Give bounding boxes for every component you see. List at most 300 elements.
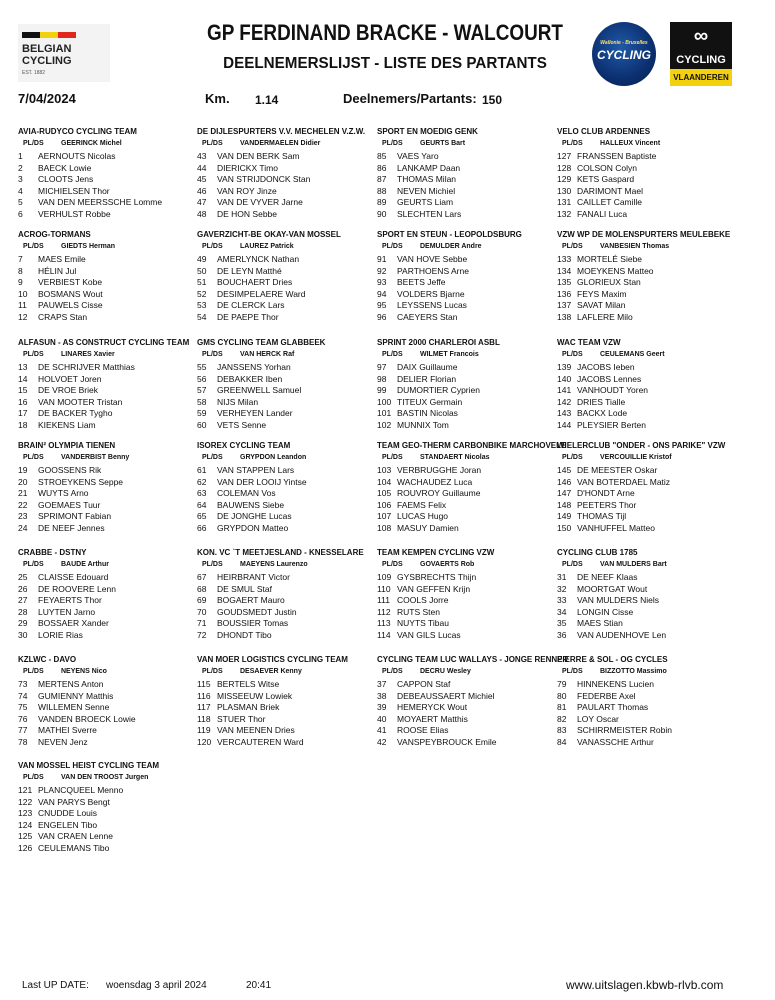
rider-name: MAES Stian xyxy=(577,618,623,629)
rider-name: GOEMAES Tuur xyxy=(38,499,101,510)
rider-name: MASUY Damien xyxy=(397,522,459,533)
rider-name: DIERICKX Timo xyxy=(217,162,278,173)
director-name: VANBESIEN Thomas xyxy=(600,243,670,250)
rider-row xyxy=(377,500,555,512)
rider-row xyxy=(557,300,735,312)
rider-number: 68 xyxy=(197,583,207,594)
rider-number: 19 xyxy=(18,465,28,475)
rider-name: SPRIMONT Fabian xyxy=(38,511,112,522)
rider-number: 72 xyxy=(197,629,207,640)
rider-number: 93 xyxy=(377,277,387,288)
rider-list xyxy=(557,362,735,432)
rider-row xyxy=(557,385,735,397)
team-block xyxy=(197,547,375,642)
team-name: SPORT EN MOEDIG GENK xyxy=(377,127,478,136)
rider-name: MERTENS Anton xyxy=(38,679,104,689)
rider-number: 59 xyxy=(197,408,207,419)
rider-name: HEIRBRANT Victor xyxy=(217,572,290,582)
rider-number: 55 xyxy=(197,362,207,372)
infinity-icon: ∞ xyxy=(670,22,732,51)
rider-list xyxy=(377,465,555,535)
rider-number: 135 xyxy=(557,277,572,288)
logo-text-vlaanderen: VLAANDEREN xyxy=(670,69,732,86)
rider-number: 141 xyxy=(557,385,572,396)
rider-name: DE VROE Briek xyxy=(38,385,98,396)
director-label: PL/DS xyxy=(202,351,223,358)
rider-name: BOUCHAERT Dries xyxy=(217,277,293,288)
rider-name: LAFLERE Milo xyxy=(577,311,633,322)
rider-row xyxy=(18,785,196,797)
rider-name: KETS Gaspard xyxy=(577,174,635,185)
rider-row xyxy=(197,186,375,198)
logo-text-cycling: CYCLING xyxy=(22,55,72,67)
rider-row xyxy=(18,584,196,596)
rider-name: JANSSENS Yorhan xyxy=(217,362,291,372)
team-block xyxy=(377,229,555,324)
rider-name: MOEYKENS Matteo xyxy=(577,265,654,276)
rider-number: 112 xyxy=(377,606,391,617)
rider-number: 105 xyxy=(377,488,392,499)
rider-name: CAPPON Staf xyxy=(397,679,451,689)
logo-text-region: Wallonie - Bruxelles xyxy=(600,40,648,46)
team-director-row xyxy=(18,241,196,252)
rider-number: 28 xyxy=(18,606,28,617)
rider-row xyxy=(377,254,555,266)
team-block xyxy=(197,337,375,432)
rider-name: DE NEEF Klaas xyxy=(577,572,638,582)
rider-name: PAULART Thomas xyxy=(577,702,649,713)
director-label: PL/DS xyxy=(382,243,403,250)
rider-number: 20 xyxy=(18,476,28,487)
rider-name: DE HON Sebbe xyxy=(217,208,277,219)
rider-number: 132 xyxy=(557,208,572,219)
team-director-row xyxy=(377,452,555,463)
rider-number: 1 xyxy=(18,151,23,161)
rider-name: VAN MULDERS Niels xyxy=(577,595,660,606)
rider-number: 147 xyxy=(557,488,572,499)
rider-row xyxy=(377,702,555,714)
director-name: DESAEVER Kenny xyxy=(240,668,302,675)
director-label: PL/DS xyxy=(562,561,583,568)
rider-row xyxy=(197,408,375,420)
director-name: VANDERBIST Benny xyxy=(61,454,130,461)
rider-number: 87 xyxy=(377,174,387,185)
rider-name: LANKAMP Daan xyxy=(397,162,461,173)
footer xyxy=(0,980,775,996)
rider-row xyxy=(377,477,555,489)
rider-row xyxy=(18,630,196,642)
rider-number: 144 xyxy=(557,419,572,430)
rider-row xyxy=(197,488,375,500)
director-label: PL/DS xyxy=(23,454,44,461)
rider-row xyxy=(197,523,375,535)
team-name: TEAM GEO-THERM CARBONBIKE MARCHOVELE xyxy=(377,441,567,450)
rider-name: NEVEN Jenz xyxy=(38,736,88,747)
rider-list xyxy=(197,151,375,221)
belgian-cycling-logo xyxy=(18,24,110,82)
rider-number: 111 xyxy=(377,595,390,606)
team-block xyxy=(18,654,196,749)
team-block xyxy=(197,126,375,221)
rider-name: VAN MEENEN Dries xyxy=(217,725,295,736)
rider-number: 77 xyxy=(18,725,28,736)
team-name: ALFASUN - AS CONSTRUCT CYCLING TEAM xyxy=(18,338,190,347)
director-name: LINARES Xavier xyxy=(61,351,115,358)
rider-number: 11 xyxy=(18,300,27,311)
director-name: GOVAERTS Rob xyxy=(420,561,475,568)
rider-name: VERHULST Robbe xyxy=(38,208,111,219)
team-block xyxy=(18,547,196,642)
rider-list xyxy=(18,679,196,749)
director-name: VERCOUILLIE Kristof xyxy=(600,454,672,461)
rider-number: 76 xyxy=(18,713,28,724)
team-block xyxy=(377,547,555,642)
rider-row xyxy=(18,266,196,278)
rider-row xyxy=(377,163,555,175)
rider-number: 108 xyxy=(377,522,392,533)
rider-name: HOLVOET Joren xyxy=(38,373,102,384)
rider-row xyxy=(18,797,196,809)
participants-value: 150 xyxy=(482,93,503,107)
team-name: SPORT EN STEUN - LEOPOLDSBURG xyxy=(377,230,522,239)
rider-row xyxy=(557,488,735,500)
director-label: PL/DS xyxy=(202,140,223,147)
rider-row xyxy=(197,511,375,523)
team-name: VELO CLUB ARDENNES xyxy=(557,127,651,136)
rider-number: 30 xyxy=(18,629,28,640)
rider-row xyxy=(197,679,375,691)
rider-number: 127 xyxy=(557,151,572,161)
rider-name: LORIE Rias xyxy=(38,629,83,640)
rider-name: DUMORTIER Cyprien xyxy=(397,385,480,396)
rider-name: GUMIENNY Matthis xyxy=(38,690,114,701)
rider-number: 118 xyxy=(197,713,211,724)
rider-number: 35 xyxy=(557,618,567,629)
rider-number: 137 xyxy=(557,300,572,311)
rider-row xyxy=(377,725,555,737)
team-director-row xyxy=(197,138,375,149)
rider-row xyxy=(197,385,375,397)
rider-number: 10 xyxy=(18,288,28,299)
rider-number: 66 xyxy=(197,522,207,533)
rider-number: 91 xyxy=(377,254,387,264)
rider-number: 150 xyxy=(557,522,572,533)
rider-name: VAN AUDENHOVE Len xyxy=(577,629,667,640)
rider-number: 60 xyxy=(197,419,207,430)
team-director-row xyxy=(18,138,196,149)
director-label: PL/DS xyxy=(23,561,44,568)
rider-row xyxy=(18,300,196,312)
rider-name: FEYS Maxim xyxy=(577,288,627,299)
team-director-row xyxy=(197,559,375,570)
rider-number: 39 xyxy=(377,702,387,713)
rider-name: DELIER Florian xyxy=(397,373,457,384)
rider-name: LEYSSENS Lucas xyxy=(397,300,467,311)
rider-row xyxy=(557,420,735,432)
team-name: ISOREX CYCLING TEAM xyxy=(197,441,291,450)
rider-number: 2 xyxy=(18,162,23,173)
rider-number: 140 xyxy=(557,373,572,384)
rider-name: VERHEYEN Lander xyxy=(217,408,293,419)
rider-row xyxy=(197,691,375,703)
rider-name: DE CLERCK Lars xyxy=(217,300,285,311)
rider-number: 4 xyxy=(18,185,23,196)
rider-number: 44 xyxy=(197,162,207,173)
rider-row xyxy=(377,511,555,523)
rider-row xyxy=(197,174,375,186)
rider-name: VAN DEN BERK Sam xyxy=(217,151,300,161)
rider-number: 130 xyxy=(557,185,572,196)
rider-list xyxy=(18,254,196,324)
rider-number: 61 xyxy=(197,465,207,475)
rider-number: 92 xyxy=(377,265,387,276)
rider-name: THOMAS Milan xyxy=(397,174,457,185)
director-name: WILMET Francois xyxy=(420,351,479,358)
rider-number: 100 xyxy=(377,396,392,407)
rider-name: MORTELÉ Siebe xyxy=(577,254,643,264)
rider-row xyxy=(18,186,196,198)
rider-row xyxy=(197,584,375,596)
rider-name: MOORTGAT Wout xyxy=(577,583,648,594)
rider-row xyxy=(557,163,735,175)
director-name: DEMULDER Andre xyxy=(420,243,482,250)
team-block xyxy=(18,760,196,855)
team-director-row xyxy=(197,452,375,463)
rider-number: 121 xyxy=(18,785,33,795)
logo-text-cycling-wb: CYCLING xyxy=(597,48,651,62)
rider-number: 29 xyxy=(18,618,28,629)
logo-text-cycling-cv: CYCLING xyxy=(670,51,732,69)
rider-list xyxy=(557,151,735,221)
rider-name: VAN HOVE Sebbe xyxy=(397,254,468,264)
rider-number: 133 xyxy=(557,254,572,264)
rider-number: 131 xyxy=(557,197,572,208)
rider-name: WUYTS Arno xyxy=(38,488,89,499)
rider-name: VAN DER LOOIJ Yintse xyxy=(217,476,307,487)
team-director-row xyxy=(557,666,735,677)
rider-number: 84 xyxy=(557,736,567,747)
rider-row xyxy=(18,385,196,397)
rider-list xyxy=(377,151,555,221)
rider-name: FRANSSEN Baptiste xyxy=(577,151,657,161)
rider-number: 49 xyxy=(197,254,207,264)
director-name: BIZZOTTO Massimo xyxy=(600,668,667,675)
rider-name: DAIX Guillaume xyxy=(397,362,458,372)
team-block xyxy=(18,126,196,221)
rider-row xyxy=(18,679,196,691)
rider-row xyxy=(557,374,735,386)
rider-number: 53 xyxy=(197,300,207,311)
rider-row xyxy=(18,420,196,432)
rider-name: VAN DEN MEERSSCHE Lomme xyxy=(38,197,163,208)
rider-number: 63 xyxy=(197,488,207,499)
director-name: BAUDE Arthur xyxy=(61,561,109,568)
rider-row xyxy=(557,725,735,737)
rider-number: 80 xyxy=(557,690,567,701)
rider-row xyxy=(18,523,196,535)
rider-row xyxy=(557,572,735,584)
rider-number: 120 xyxy=(197,736,212,747)
rider-row xyxy=(557,714,735,726)
rider-name: VANSPEYBROUCK Emile xyxy=(397,736,497,747)
race-meta-row xyxy=(0,91,775,111)
rider-number: 145 xyxy=(557,465,572,475)
km-value: 1.14 xyxy=(255,93,279,107)
rider-number: 86 xyxy=(377,162,387,173)
team-block xyxy=(18,229,196,324)
rider-number: 98 xyxy=(377,373,387,384)
rider-row xyxy=(557,691,735,703)
rider-row xyxy=(377,289,555,301)
director-label: PL/DS xyxy=(382,454,403,461)
rider-name: MATHEI Sverre xyxy=(38,725,97,736)
director-label: PL/DS xyxy=(202,243,223,250)
footer-url-link[interactable]: www.uitslagen.kbwb-rlvb.com xyxy=(566,978,724,992)
team-director-row xyxy=(18,772,196,783)
rider-name: NEVEN Michiel xyxy=(397,185,456,196)
rider-number: 31 xyxy=(557,572,567,582)
rider-number: 45 xyxy=(197,174,207,185)
rider-row xyxy=(377,186,555,198)
flag-red-stripe xyxy=(58,32,76,38)
cycling-vlaanderen-logo xyxy=(670,22,732,86)
rider-row xyxy=(557,151,735,163)
rider-number: 142 xyxy=(557,396,572,407)
team-name: WAC TEAM VZW xyxy=(557,338,621,347)
rider-row xyxy=(197,266,375,278)
page-title: GP FERDINAND BRACKE - WALCOURT xyxy=(207,20,563,45)
rider-row xyxy=(557,618,735,630)
rider-list xyxy=(18,362,196,432)
rider-row xyxy=(197,362,375,374)
rider-row xyxy=(197,725,375,737)
rider-list xyxy=(377,254,555,324)
rider-name: DE PAEPE Thor xyxy=(217,311,279,322)
rider-row xyxy=(197,209,375,221)
rider-number: 119 xyxy=(197,725,211,736)
director-name: CEULEMANS Geert xyxy=(600,351,665,358)
rider-row xyxy=(18,595,196,607)
rider-name: GOOSSENS Rik xyxy=(38,465,102,475)
rider-number: 148 xyxy=(557,499,572,510)
rider-row xyxy=(557,277,735,289)
rider-row xyxy=(197,595,375,607)
rider-name: COLEMAN Vos xyxy=(217,488,276,499)
rider-name: CAILLET Camille xyxy=(577,197,643,208)
team-name: DE DIJLESPURTERS V.V. MECHELEN V.Z.W. xyxy=(197,127,366,136)
flag-black-stripe xyxy=(22,32,40,38)
rider-name: NIJS Milan xyxy=(217,396,259,407)
director-label: PL/DS xyxy=(562,351,583,358)
rider-number: 75 xyxy=(18,702,28,713)
rider-name: DRIES Tialle xyxy=(577,396,626,407)
rider-row xyxy=(18,151,196,163)
rider-row xyxy=(18,714,196,726)
rider-row xyxy=(197,465,375,477)
rider-list xyxy=(18,465,196,535)
rider-number: 50 xyxy=(197,265,207,276)
rider-name: DE JONGHE Lucas xyxy=(217,511,292,522)
rider-list xyxy=(557,679,735,749)
rider-row xyxy=(197,197,375,209)
rider-name: ROOSE Elias xyxy=(397,725,449,736)
rider-name: JACOBS Ieben xyxy=(577,362,635,372)
team-director-row xyxy=(557,559,735,570)
rider-row xyxy=(377,737,555,749)
rider-name: DE LEYN Matthé xyxy=(217,265,282,276)
rider-name: BERTELS Witse xyxy=(217,679,280,689)
rider-row xyxy=(18,465,196,477)
director-label: PL/DS xyxy=(562,668,583,675)
rider-name: FANALI Luca xyxy=(577,208,628,219)
team-director-row xyxy=(557,138,735,149)
rider-row xyxy=(197,572,375,584)
last-update-time: 20:41 xyxy=(246,980,272,991)
rider-name: SLECHTEN Lars xyxy=(397,208,462,219)
rider-row xyxy=(197,420,375,432)
rider-name: MUNNIX Tom xyxy=(397,419,449,430)
rider-number: 56 xyxy=(197,373,207,384)
rider-number: 126 xyxy=(18,842,33,853)
rider-number: 124 xyxy=(18,819,33,830)
rider-name: BACKX Lode xyxy=(577,408,628,419)
rider-row xyxy=(377,277,555,289)
rider-list xyxy=(557,465,735,535)
rider-row xyxy=(377,679,555,691)
rider-row xyxy=(377,385,555,397)
director-label: PL/DS xyxy=(23,243,44,250)
flag-yellow-stripe xyxy=(40,32,58,38)
rider-name: DE BACKER Tygho xyxy=(38,408,113,419)
director-label: PL/DS xyxy=(202,454,223,461)
rider-row xyxy=(557,737,735,749)
rider-row xyxy=(377,488,555,500)
team-block xyxy=(377,337,555,432)
rider-name: VERBIEST Kobe xyxy=(38,277,103,288)
rider-row xyxy=(18,808,196,820)
director-label: PL/DS xyxy=(23,140,44,147)
rider-number: 90 xyxy=(377,208,387,219)
rider-name: BOSSAER Xander xyxy=(38,618,109,629)
rider-name: LUCAS Hugo xyxy=(397,511,449,522)
rider-name: PARTHOENS Arne xyxy=(397,265,469,276)
rider-number: 7 xyxy=(18,254,23,264)
rider-row xyxy=(197,477,375,489)
rider-row xyxy=(18,362,196,374)
rider-number: 136 xyxy=(557,288,572,299)
team-name: CYCLING CLUB 1785 xyxy=(557,548,638,557)
rider-name: ROUVROY Guillaume xyxy=(397,488,481,499)
rider-row xyxy=(18,197,196,209)
rider-number: 52 xyxy=(197,288,207,299)
rider-row xyxy=(18,397,196,409)
rider-row xyxy=(557,209,735,221)
rider-number: 36 xyxy=(557,629,567,640)
rider-number: 8 xyxy=(18,265,23,276)
rider-row xyxy=(18,572,196,584)
rider-list xyxy=(18,151,196,221)
rider-number: 62 xyxy=(197,476,207,487)
rider-row xyxy=(377,174,555,186)
rider-name: MICHIELSEN Thor xyxy=(38,185,110,196)
rider-row xyxy=(197,163,375,175)
rider-list xyxy=(18,785,196,855)
rider-list xyxy=(197,254,375,324)
rider-number: 81 xyxy=(557,702,567,713)
rider-number: 54 xyxy=(197,311,207,322)
rider-name: VANASSCHE Arthur xyxy=(577,736,654,747)
rider-row xyxy=(197,618,375,630)
